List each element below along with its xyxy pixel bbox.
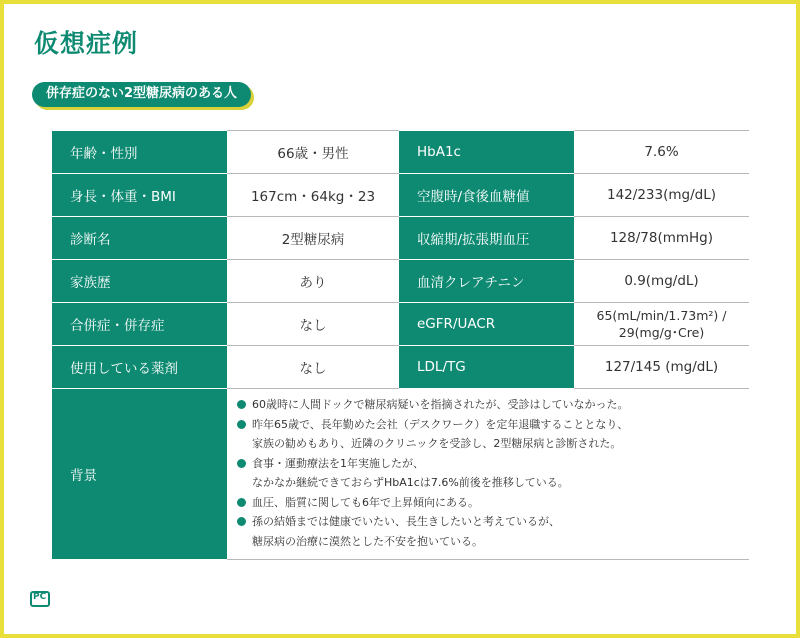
- page-title: 仮想症例: [34, 29, 139, 58]
- row-label: eGFR/UACR: [399, 303, 574, 346]
- egfr-value: 65(mL/min/1.73m²) /: [596, 308, 727, 323]
- row-label: 空腹時/食後血糖値: [399, 174, 574, 217]
- background-label: 背景: [52, 389, 227, 560]
- list-item: 食事・運動療法を1年実施したが、 なかなか継続できておらずHbA1cは7.6%前後を推移している。: [237, 454, 749, 493]
- row-label: 血清クレアチニン: [399, 260, 574, 303]
- pc-logo-icon: [30, 591, 50, 607]
- row-label: 診断名: [52, 217, 227, 260]
- row-label: 使用している薬剤: [52, 346, 227, 389]
- list-item: 血圧、脂質に関しても6年で上昇傾向にある。: [237, 493, 749, 513]
- background-list: [227, 389, 749, 559]
- row-value: 7.6%: [574, 131, 749, 174]
- table-row: [52, 346, 749, 389]
- bullet-dot-icon: [237, 459, 246, 468]
- uacr-value: 29(mg/g･Cre): [618, 325, 705, 340]
- row-label: HbA1c: [399, 131, 574, 174]
- table-row: [52, 174, 749, 217]
- row-value: 0.9(mg/dL): [574, 260, 749, 303]
- row-value: 66歳・男性: [227, 131, 399, 174]
- row-label: 身長・体重・BMI: [52, 174, 227, 217]
- bullet-dot-icon: [237, 400, 246, 409]
- table-row: [52, 131, 749, 174]
- row-label: 合併症・併存症: [52, 303, 227, 346]
- bullet-dot-icon: [237, 420, 246, 429]
- table-row: [52, 217, 749, 260]
- case-table: [52, 130, 749, 560]
- row-value: [574, 303, 749, 346]
- bullet-dot-icon: [237, 498, 246, 507]
- case-subtitle-badge: 併存症のない2型糖尿病のある人: [32, 82, 251, 107]
- row-value: 167cm・64kg・23: [227, 174, 399, 217]
- row-label: LDL/TG: [399, 346, 574, 389]
- background-row: [52, 389, 749, 560]
- row-value: 142/233(mg/dL): [574, 174, 749, 217]
- bullet-dot-icon: [237, 517, 246, 526]
- row-value: なし: [227, 303, 399, 346]
- table-row: [52, 303, 749, 346]
- row-value: なし: [227, 346, 399, 389]
- table-row: [52, 260, 749, 303]
- row-label: 年齢・性別: [52, 131, 227, 174]
- list-item: 昨年65歳で、長年勤めた会社（デスクワーク）を定年退職することとなり、 家族の勧めもあり、近隣のクリニックを受診し、2型糖尿病と診断された。: [237, 415, 749, 454]
- row-value: 2型糖尿病: [227, 217, 399, 260]
- list-item: 孫の結婚までは健康でいたい、長生きしたいと考えているが、 糖尿病の治療に漠然とした不安を抱いている。: [237, 512, 749, 551]
- row-label: 家族歴: [52, 260, 227, 303]
- logo-text: PC: [33, 592, 47, 602]
- row-label: 収縮期/拡張期血圧: [399, 217, 574, 260]
- background-content: [227, 389, 749, 560]
- row-value: 127/145 (mg/dL): [574, 346, 749, 389]
- list-item: 60歳時に人間ドックで糖尿病疑いを指摘されたが、受診はしていなかった。: [237, 395, 749, 415]
- row-value: 128/78(mmHg): [574, 217, 749, 260]
- row-value: あり: [227, 260, 399, 303]
